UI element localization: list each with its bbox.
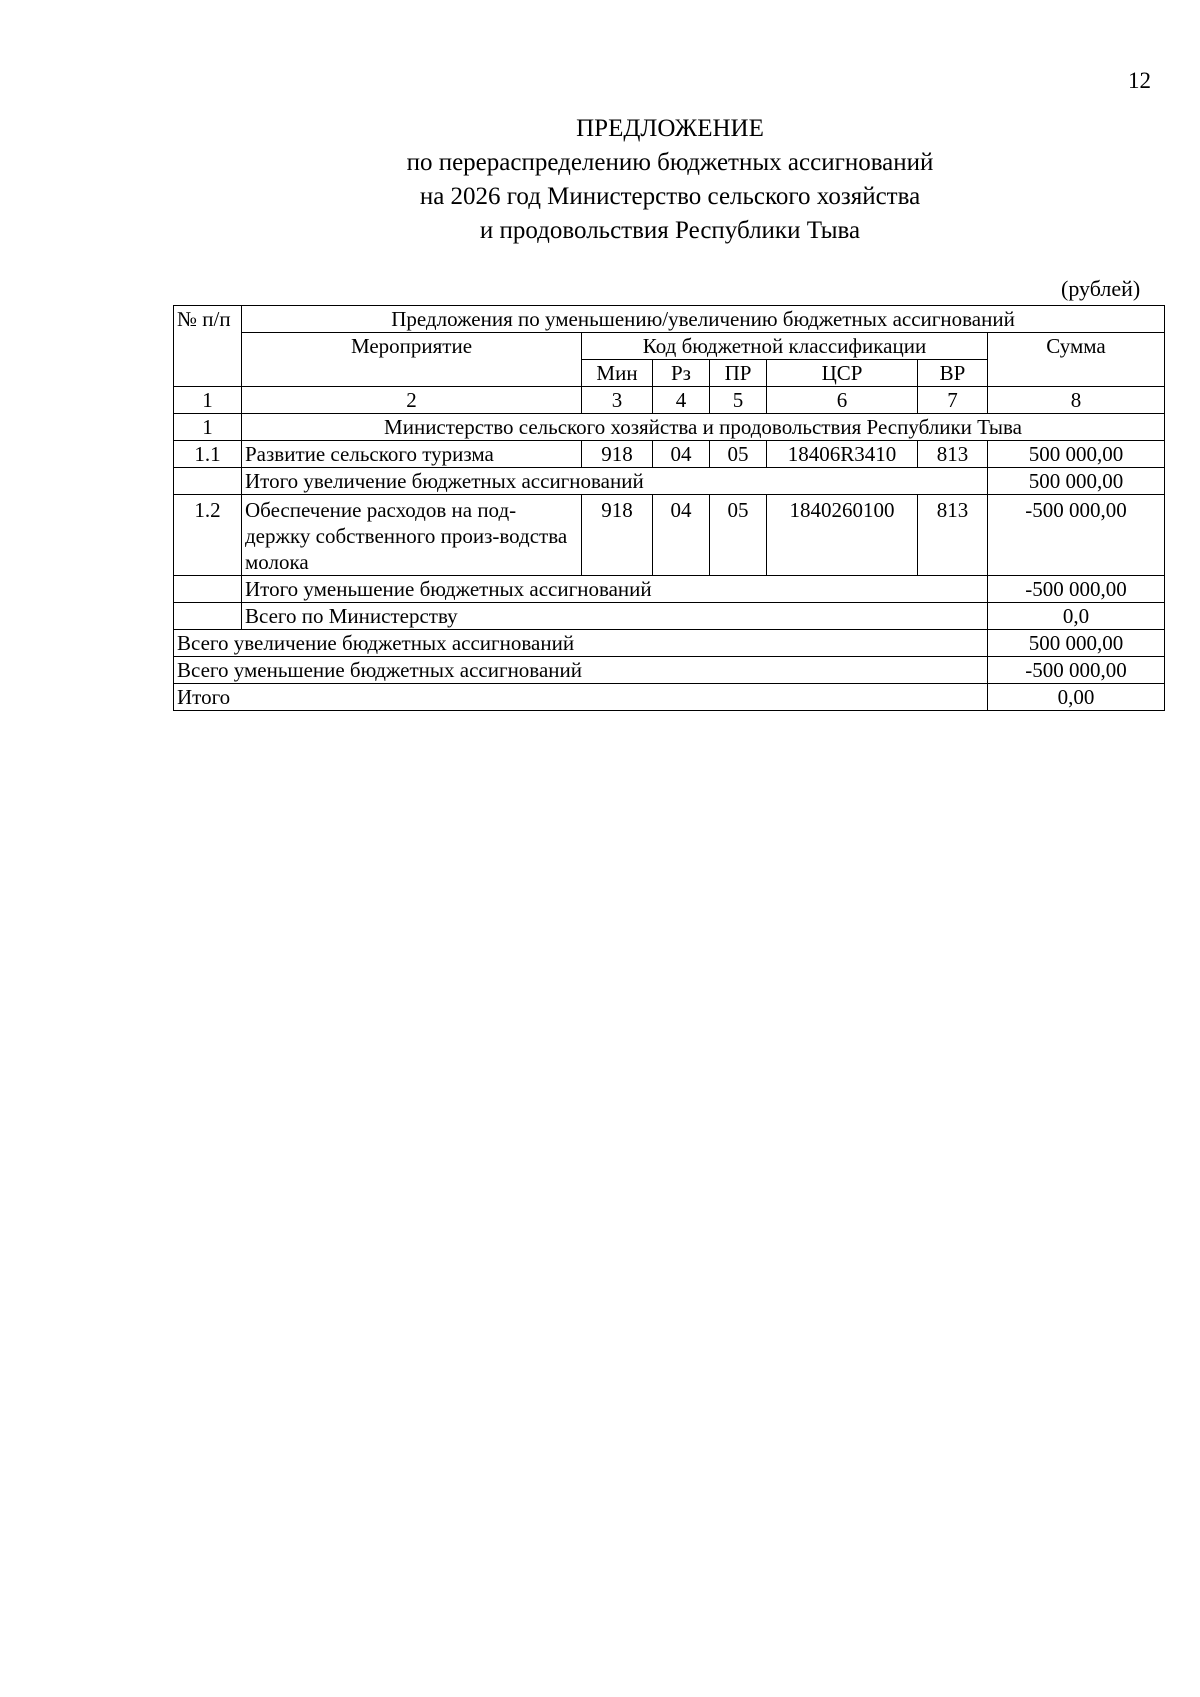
ministry-total-label: Всего по Министерству xyxy=(242,603,988,630)
header-code: Код бюджетной классификации xyxy=(582,333,988,360)
total-decrease-sum: -500 000,00 xyxy=(988,657,1165,684)
header-pr: ПР xyxy=(710,360,767,387)
subtotal-decrease-sum: -500 000,00 xyxy=(988,576,1165,603)
total-increase-row xyxy=(174,630,1165,657)
subtotal-increase-row xyxy=(174,468,1165,495)
subtotal-increase-sum: 500 000,00 xyxy=(988,468,1165,495)
row-rz: 04 xyxy=(653,495,710,576)
subtotal-decrease-row xyxy=(174,576,1165,603)
subtotal-increase-label: Итого увеличение бюджетных ассигнований xyxy=(242,468,988,495)
row-vr: 813 xyxy=(918,495,988,576)
row-pr: 05 xyxy=(710,441,767,468)
total-decrease-row xyxy=(174,657,1165,684)
empty-cell xyxy=(174,603,242,630)
header-num: № п/п xyxy=(174,306,242,387)
header-event: Мероприятие xyxy=(242,333,582,387)
column-number-row xyxy=(174,387,1165,414)
units-label: (рублей) xyxy=(1061,276,1141,301)
grand-total-sum: 0,00 xyxy=(988,684,1165,711)
row-min: 918 xyxy=(582,495,653,576)
total-increase-sum: 500 000,00 xyxy=(988,630,1165,657)
total-decrease-label: Всего уменьшение бюджетных ассигнований xyxy=(174,657,988,684)
ministry-name: Министерство сельского хозяйства и продовольствия Республики Тыва xyxy=(242,414,1165,441)
grand-total-row xyxy=(174,684,1165,711)
header-min: Мин xyxy=(582,360,653,387)
row-csr: 18406R3410 xyxy=(767,441,918,468)
subtotal-decrease-label: Итого уменьшение бюджетных ассигнований xyxy=(242,576,988,603)
header-vr: ВР xyxy=(918,360,988,387)
row-rz: 04 xyxy=(653,441,710,468)
header-row-1 xyxy=(174,306,1165,333)
title-line-2: по перераспределению бюджетных ассигнований xyxy=(406,149,934,176)
header-sum: Сумма xyxy=(988,333,1165,387)
ministry-total-sum: 0,0 xyxy=(988,603,1165,630)
row-min: 918 xyxy=(582,441,653,468)
col-number-8: 8 xyxy=(988,387,1165,414)
header-proposals: Предложения по уменьшению/увеличению бюджетных ассигнований xyxy=(242,306,1165,333)
col-number-5: 5 xyxy=(710,387,767,414)
table-row xyxy=(174,441,1165,468)
col-number-3: 3 xyxy=(582,387,653,414)
row-num: 1.1 xyxy=(174,441,242,468)
col-number-2: 2 xyxy=(242,387,582,414)
col-number-6: 6 xyxy=(767,387,918,414)
budget-table xyxy=(173,305,1165,711)
table-row xyxy=(174,495,1165,576)
col-number-7: 7 xyxy=(918,387,988,414)
row-sum: -500 000,00 xyxy=(988,495,1165,576)
title-line-3: на 2026 год Министерство сельского хозяйства xyxy=(419,183,921,210)
empty-cell xyxy=(174,468,242,495)
empty-cell xyxy=(174,576,242,603)
grand-total-label: Итого xyxy=(174,684,988,711)
ministry-num: 1 xyxy=(174,414,242,441)
ministry-total-row xyxy=(174,603,1165,630)
row-vr: 813 xyxy=(918,441,988,468)
ministry-row xyxy=(174,414,1165,441)
row-csr: 1840260100 xyxy=(767,495,918,576)
row-num: 1.2 xyxy=(174,495,242,576)
title-line-4: и продовольствия Республики Тыва xyxy=(479,217,861,244)
col-number-1: 1 xyxy=(174,387,242,414)
row-event: Развитие сельского туризма xyxy=(242,441,582,468)
col-number-4: 4 xyxy=(653,387,710,414)
header-row-2 xyxy=(174,333,1165,360)
page-number: 12 xyxy=(1128,68,1151,93)
total-increase-label: Всего увеличение бюджетных ассигнований xyxy=(174,630,988,657)
row-sum: 500 000,00 xyxy=(988,441,1165,468)
row-pr: 05 xyxy=(710,495,767,576)
header-csr: ЦСР xyxy=(767,360,918,387)
header-rz: Рз xyxy=(653,360,710,387)
title-heading: ПРЕДЛОЖЕНИЕ xyxy=(576,115,764,142)
row-event: Обеспечение расходов на под-держку собственного произ-водства молока xyxy=(242,495,582,576)
document-title xyxy=(0,112,1200,248)
